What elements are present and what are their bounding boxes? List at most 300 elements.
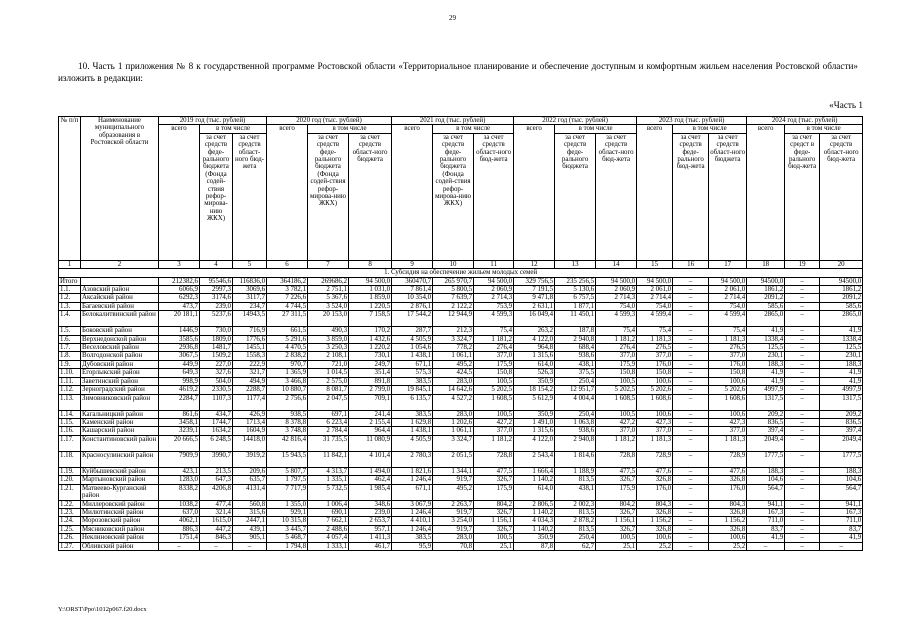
value-cell: 5 291,6 [267,335,308,343]
value-cell: 5 800,5 [433,286,474,294]
value-cell: 250,4 [555,377,596,385]
value-cell: 167,3 [747,508,785,516]
value-cell: 100,5 [596,534,637,542]
value-cell: 753,9 [474,302,514,310]
value-cell: 1 438,1 [392,352,433,360]
value-cell: 3 067,9 [392,500,433,508]
value-cell: 375,5 [555,369,596,377]
header-fed: за счет средств феде-рального бюджета [555,133,596,260]
value-cell: 2 051,5 [433,451,474,467]
table-row [59,467,863,475]
value-cell: 41,9 [747,377,785,385]
value-cell: 1 608,5 [596,394,637,410]
value-cell: 2284,7 [159,394,200,410]
value-cell: 1 355,0 [267,500,308,508]
value-cell: 427,2 [474,418,514,426]
value-cell: 6 135,7 [392,394,433,410]
row-name: Кагальницкий район [81,410,159,418]
header-obl: за счет средств област-ного бюджета [709,133,747,260]
value-cell: – [785,369,820,377]
value-cell: 17 544,2 [392,311,433,327]
row-number: 1.10. [59,369,81,377]
column-number: 2 [81,260,159,268]
value-cell: 998,9 [159,377,200,385]
row-name: Каменский район [81,418,159,426]
value-cell: 75,4 [637,327,673,335]
table-row [59,451,863,467]
value-cell: 41,9 [820,534,863,542]
value-cell: 4 599,4 [709,311,747,327]
column-number: 11 [474,260,514,268]
table-row [59,476,863,484]
value-cell: 326,8 [637,508,673,516]
value-cell: 1604,9 [233,427,267,435]
value-cell: 4 599,3 [474,311,514,327]
value-cell: 504,0 [200,377,233,385]
value-cell: 377,0 [709,352,747,360]
value-cell: 5 202,6 [709,386,747,394]
value-cell: 1 814,6 [555,451,596,467]
value-cell: 2 061,0 [709,286,747,294]
row-name: Дубовский район [81,360,159,368]
value-cell: 12 944,9 [433,311,474,327]
value-cell: 175,9 [596,360,637,368]
value-cell: 1317,5 [820,394,863,410]
value-cell: 4206,8 [200,484,233,500]
value-cell: – [673,410,709,418]
value-cell: 230,1 [820,352,863,360]
value-cell: 175,9 [474,360,514,368]
value-cell: 2 653,7 [349,517,392,525]
value-cell: 730,1 [349,352,392,360]
value-cell: 276,5 [637,344,673,352]
value-cell: 721,0 [308,360,349,368]
column-number: 3 [159,260,200,268]
column-number: 14 [596,260,637,268]
value-cell: 804,3 [637,500,673,508]
header-year-2022: 2022 год (тыс. рублей) [514,117,637,125]
value-cell: 175,9 [596,484,637,500]
column-number: 13 [555,260,596,268]
value-cell: 227,0 [200,360,233,368]
value-cell: 2 838,2 [267,352,308,360]
value-cell: 75,4 [709,327,747,335]
value-cell: 438,1 [555,360,596,368]
value-cell: 326,8 [709,508,747,516]
value-cell: – [673,451,709,467]
row-name: Волгодонской район [81,352,159,360]
value-cell: 377,0 [709,427,747,435]
table-row [59,525,863,533]
value-cell: 100,6 [637,377,673,385]
column-number: 6 [267,260,308,268]
value-cell: 235 256,5 [555,277,596,285]
header-obl: за счет средств област-ного бюд-жета [474,133,514,260]
value-cell: 350,9 [514,410,555,418]
value-cell: 2330,5 [200,386,233,394]
value-cell: 919,7 [433,508,474,516]
value-cell: 2 060,9 [474,286,514,294]
value-cell: 4 004,4 [555,394,596,410]
row-number: 1.14. [59,410,81,418]
value-cell: 4 505,9 [392,435,433,451]
value-cell: 1777,5 [820,451,863,467]
value-cell: 20 181,1 [159,311,200,327]
value-cell: – [673,327,709,335]
page-number: 29 [449,14,456,22]
value-cell: 2 940,8 [555,435,596,451]
value-cell: 2 122,2 [433,302,474,310]
value-cell: 730,0 [200,327,233,335]
value-cell: – [673,508,709,516]
row-name: Белокалитвинский район [81,311,159,327]
row-number: 1.9. [59,360,81,368]
table-row [59,484,863,500]
section-title: 1. Субсидия на обеспечение жильем молодых семей [59,269,863,277]
value-cell: 614,0 [514,484,555,500]
value-cell: 1 246,4 [392,508,433,516]
value-cell: – [785,286,820,294]
value-cell: 25,2 [637,542,673,550]
value-cell: 1777,5 [747,451,785,467]
value-cell: 1 156,2 [709,517,747,525]
value-cell: 100,5 [596,377,637,385]
value-cell: 321,7 [233,369,267,377]
value-cell: 1 140,2 [514,476,555,484]
table-row [59,344,863,352]
table-row [59,360,863,368]
value-cell: 16 049,4 [514,311,555,327]
value-cell: 167,3 [820,508,863,516]
row-name: Мартыновский район [81,476,159,484]
value-cell: 728,9 [709,451,747,467]
value-cell: 5 367,6 [308,294,349,302]
value-cell: 2 047,5 [308,394,349,410]
value-cell: 477,4 [200,500,233,508]
value-cell: – [673,344,709,352]
value-cell: 326,7 [474,508,514,516]
value-cell: 5 202,5 [596,386,637,394]
value-cell: 94500,0 [820,277,863,285]
value-cell: 176,0 [637,360,673,368]
value-cell: 1038,2 [159,500,200,508]
value-cell: 87,8 [514,542,555,550]
value-cell: 711,0 [820,517,863,525]
value-cell: 2 714,4 [637,294,673,302]
value-cell: 3069,6 [233,286,267,294]
value-cell: 4131,4 [233,484,267,500]
column-number: 5 [233,260,267,268]
value-cell: 7 861,4 [392,286,433,294]
value-cell: 2 002,3 [555,500,596,508]
value-cell: 836,5 [747,418,785,426]
row-number: 1.23. [59,508,81,516]
value-cell: 5 202,5 [474,386,514,394]
value-cell: 2865,0 [747,311,785,327]
value-cell: – [673,377,709,385]
row-number: 1.19. [59,467,81,475]
value-cell: 427,2 [596,418,637,426]
value-cell: 1 220,5 [349,302,392,310]
header-year-2019: 2019 год (тыс. рублей) [159,117,267,125]
footer-path: Y:\ORST\Ppo\1012p067.f20.docx [58,606,147,613]
row-name: Багаевский район [81,302,159,310]
value-cell: 2 543,4 [514,451,555,467]
value-cell: 75,4 [596,327,637,335]
value-cell: 250,4 [555,534,596,542]
value-cell: 7 717,9 [267,484,308,500]
column-number: 17 [709,260,747,268]
value-cell: 861,6 [159,410,200,418]
value-cell: 3117,7 [233,294,267,302]
table-row [59,435,863,451]
value-cell: 919,7 [433,476,474,484]
value-cell: 477,6 [709,467,747,475]
value-cell: 1 797,5 [267,476,308,484]
value-cell: 269686,2 [308,277,349,285]
header-total: всего [637,125,673,260]
value-cell: 905,1 [233,534,267,542]
value-cell: 3 859,0 [308,335,349,343]
value-cell: 3239,1 [159,427,200,435]
value-cell: 1861,2 [747,286,785,294]
row-number: 1.20. [59,476,81,484]
value-cell: 326,8 [637,476,673,484]
value-cell: 10 880,7 [267,386,308,394]
value-cell: 1 859,0 [349,294,392,302]
value-cell: 41,9 [820,327,863,335]
value-cell: 19 845,1 [392,386,433,394]
value-cell: 434,7 [200,410,233,418]
value-cell: 728,9 [637,451,673,467]
value-cell: – [785,294,820,302]
value-cell: 150,8 [637,369,673,377]
row-name: Кашарский район [81,427,159,435]
row-number: 1.13. [59,394,81,410]
value-cell: 1 220,2 [349,344,392,352]
column-number: 9 [392,260,433,268]
table-row [59,302,863,310]
value-cell: 1 315,6 [514,352,555,360]
value-cell: 5 612,9 [514,394,555,410]
table-row [59,335,863,343]
value-cell: – [673,394,709,410]
table-row [59,394,863,410]
value-cell: 564,7 [820,484,863,500]
value-cell: 754,0 [596,302,637,310]
value-cell: 239,0 [200,302,233,310]
value-cell: 477,5 [596,467,637,475]
value-cell: – [673,418,709,426]
value-cell: 10 315,8 [267,517,308,525]
value-cell: 3458,1 [159,418,200,426]
value-cell: 83,7 [820,525,863,533]
column-number: 4 [200,260,233,268]
value-cell: 6292,3 [159,294,200,302]
value-cell: 1 666,4 [514,467,555,475]
part-label: «Часть 1 [829,100,863,110]
value-cell: 4997,9 [820,386,863,394]
value-cell: 1809,0 [200,335,233,343]
row-name: Куйбышевский район [81,467,159,475]
table-row [59,294,863,302]
value-cell: 424,5 [433,369,474,377]
value-cell: 697,1 [308,410,349,418]
value-cell: 1 031,0 [349,286,392,294]
value-cell: 4 101,4 [349,451,392,467]
value-cell: 2049,4 [747,435,785,451]
value-cell: 276,5 [709,344,747,352]
row-number: 1.18. [59,451,81,467]
value-cell: 4 410,1 [392,517,433,525]
row-number: 1.6. [59,335,81,343]
header-year-2024: 2024 год (тыс. рублей) [747,117,863,125]
row-number: 1.26. [59,534,81,542]
value-cell: – [673,369,709,377]
value-cell: 635,7 [233,476,267,484]
value-cell: 326,8 [709,476,747,484]
value-cell: 426,9 [233,410,267,418]
value-cell: 1634,2 [200,427,233,435]
column-number: 7 [308,260,349,268]
value-cell: 41,9 [820,369,863,377]
value-cell: 1 140,2 [514,508,555,516]
value-cell: 222,9 [233,360,267,368]
value-cell: 209,2 [747,410,785,418]
row-number: 1.5. [59,327,81,335]
value-cell: 188,3 [820,360,863,368]
value-cell: 2288,7 [233,386,267,394]
value-cell: 213,5 [200,467,233,475]
value-cell: 1 629,8 [392,418,433,426]
table-row [59,542,863,550]
value-cell: 477,5 [474,467,514,475]
header-year-2020: 2020 год (тыс. рублей) [267,117,392,125]
value-cell: – [673,525,709,533]
value-cell: 94 500,0 [596,277,637,285]
value-cell: 438,1 [555,484,596,500]
value-cell: 473,7 [159,302,200,310]
value-cell: 754,0 [709,302,747,310]
header-obl: за счет средств област-ного бюд-жета [596,133,637,260]
row-name: Верхнедонской район [81,335,159,343]
value-cell: 2 575,0 [308,377,349,385]
value-cell: 970,7 [267,360,308,368]
value-cell: – [820,542,863,550]
value-cell: 1 006,4 [308,500,349,508]
value-cell: 3 466,8 [267,377,308,385]
table-row [59,410,863,418]
value-cell: 10 354,0 [392,294,433,302]
value-cell: 383,5 [392,377,433,385]
value-cell: 1615,0 [200,517,233,525]
value-cell: 5 732,5 [308,484,349,500]
value-cell: – [673,360,709,368]
value-cell: 2 940,8 [555,335,596,343]
value-cell: 1 246,4 [392,525,433,533]
value-cell: 804,2 [596,500,637,508]
header-fed-fund: за счет средств феде-рального бюджета (Фонда содей-ствия рефор-мирова-нию ЖКХ) [200,133,233,260]
value-cell: 1 014,5 [308,369,349,377]
row-number: 1.16. [59,427,81,435]
value-cell: 283,0 [433,410,474,418]
value-cell: 6 248,5 [200,435,233,451]
value-cell: – [785,467,820,475]
value-cell: 728,8 [596,451,637,467]
value-cell: 351,4 [349,369,392,377]
value-cell: 170,2 [349,327,392,335]
value-cell: – [673,534,709,542]
value-cell: 1 181,3 [637,435,673,451]
value-cell: 3 524,0 [308,302,349,310]
value-cell: 95546,6 [200,277,233,285]
value-cell: 175,9 [474,484,514,500]
row-number: 1.24. [59,517,81,525]
header-obl: за счет средств област-ного бюд-жета [233,133,267,260]
value-cell: 94 500,0 [637,277,673,285]
row-number: 1.22. [59,500,81,508]
value-cell: 241,4 [349,410,392,418]
value-cell: 1 438,1 [392,427,433,435]
value-cell: 209,6 [233,467,267,475]
value-cell: 94 500,0 [474,277,514,285]
value-cell: 11 080,9 [349,435,392,451]
value-cell: 350,9 [514,534,555,542]
value-cell: – [673,484,709,500]
column-number: 1 [59,260,81,268]
value-cell: 711,0 [747,517,785,525]
value-cell: – [785,542,820,550]
value-cell: 70,8 [433,542,474,550]
row-number: 1.1. [59,286,81,294]
value-cell: 234,7 [233,302,267,310]
value-cell: – [673,286,709,294]
value-cell: 94 500,0 [709,277,747,285]
value-cell: 100,6 [637,410,673,418]
column-number: 18 [747,260,785,268]
value-cell: 4 034,3 [514,517,555,525]
value-cell: 209,2 [820,410,863,418]
value-cell: – [785,435,820,451]
value-cell: 4619,2 [159,386,200,394]
column-number: 10 [433,260,474,268]
value-cell: 2 108,1 [308,352,349,360]
value-cell: 1713,4 [233,418,267,426]
value-cell: 649,3 [159,369,200,377]
value-cell: 188,3 [747,360,785,368]
table-row [59,277,863,285]
value-cell: 2 155,4 [349,418,392,426]
value-cell: 1 491,0 [514,418,555,426]
row-number: 1.17. [59,435,81,451]
value-cell: 397,4 [747,427,785,435]
value-cell: 326,7 [596,476,637,484]
value-cell: 377,0 [637,352,673,360]
value-cell: 125,5 [820,344,863,352]
value-cell: 2 631,1 [514,302,555,310]
value-cell: – [785,410,820,418]
value-cell: 2 488,6 [308,525,349,533]
row-name: Боковский район [81,327,159,335]
value-cell: 14 642,6 [433,386,474,394]
header-fed-fund: за счет средств феде-рального бюджета (Фонда содей-ствия рефор-мирова-нию ЖКХ) [433,133,474,260]
table-row [59,418,863,426]
value-cell: – [785,427,820,435]
value-cell: 1317,5 [747,394,785,410]
value-cell: 116836,0 [233,277,267,285]
value-cell: 886,3 [159,525,200,533]
value-cell: 212,3 [433,327,474,335]
